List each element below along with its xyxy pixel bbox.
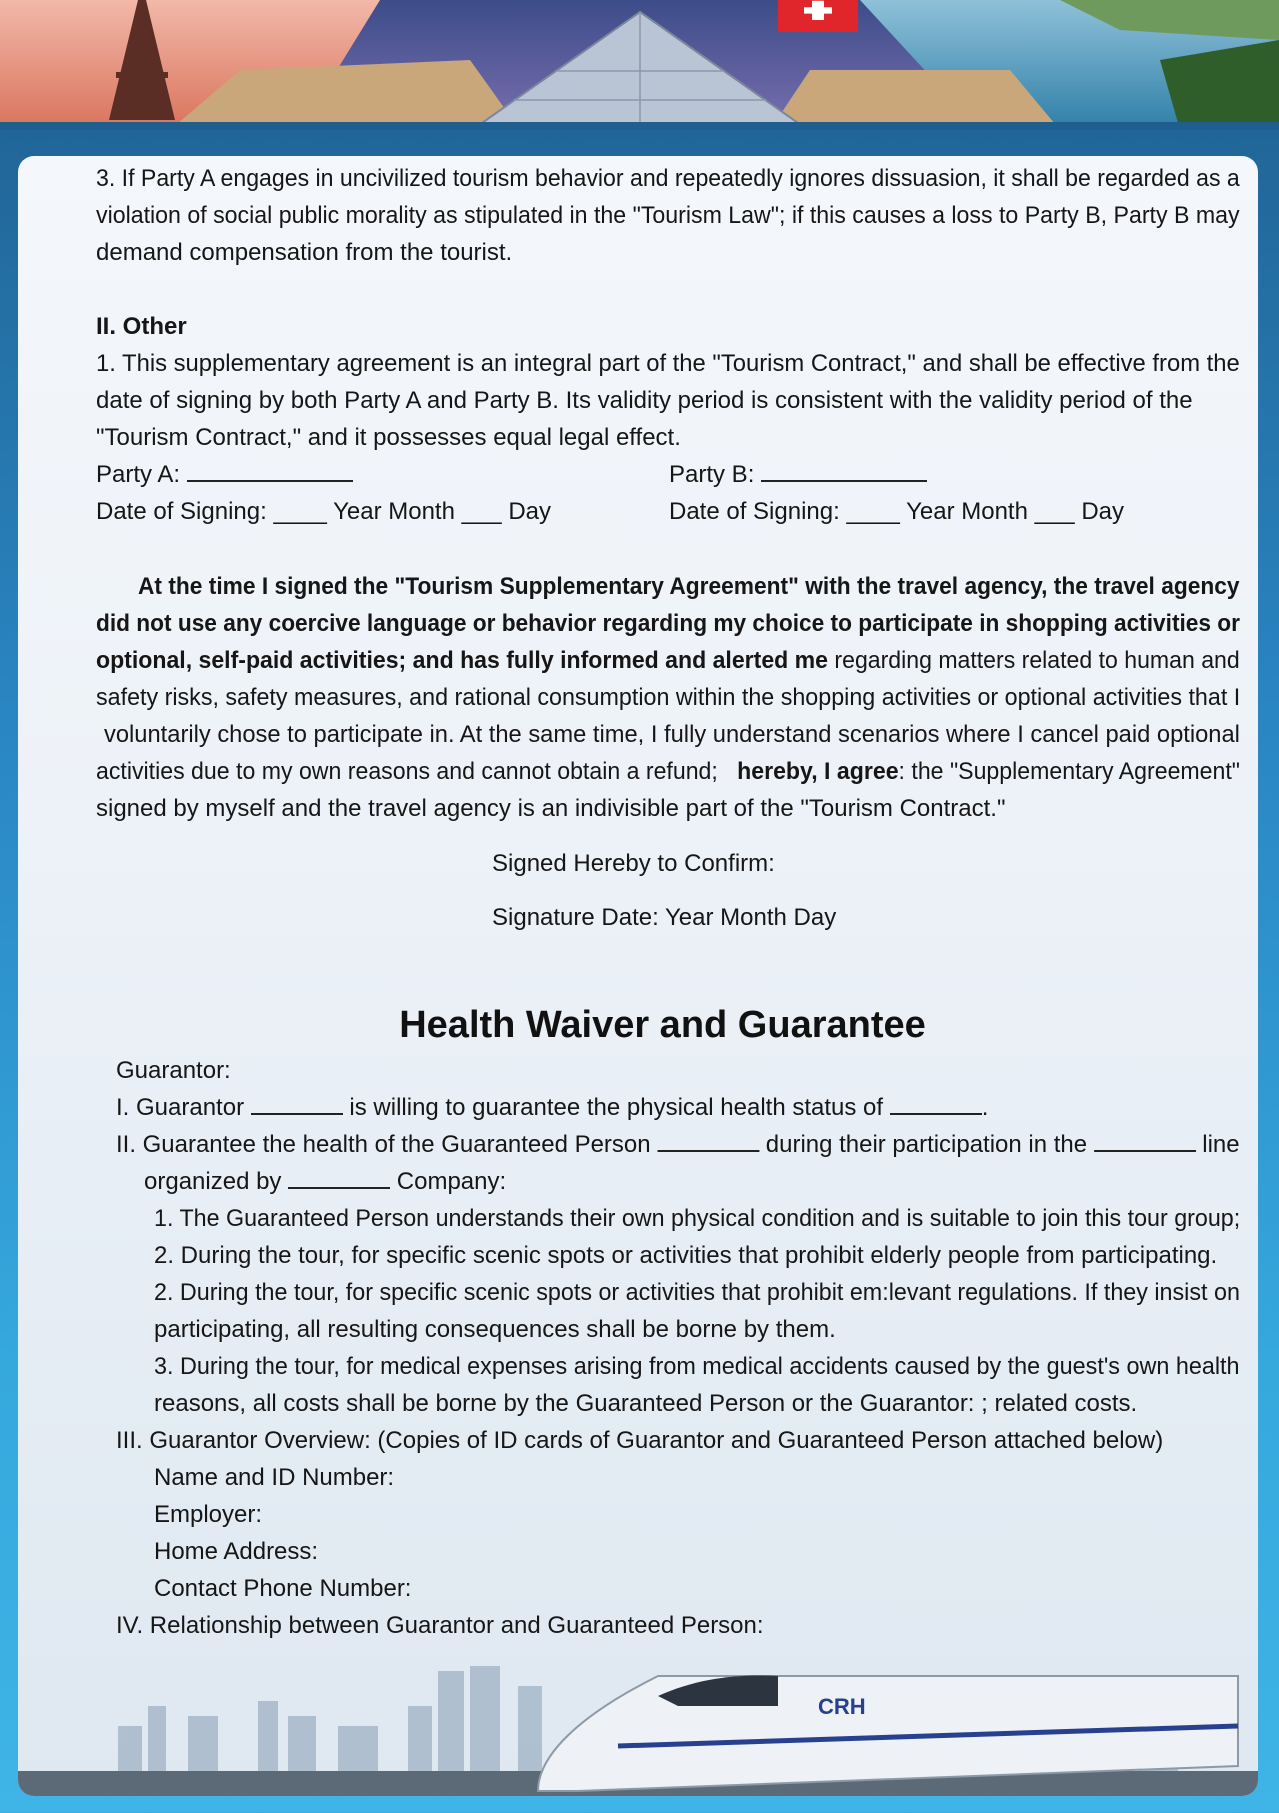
other-clause-1-line-2: date of signing by both Party A and Party B. Its validity period is consistent with the validity period of the [96, 387, 1193, 414]
signature-date: Signature Date: Year Month Day [492, 904, 837, 931]
train-badge: CRH [818, 1694, 866, 1719]
guaranteed-person-blank[interactable] [890, 1091, 982, 1115]
signed-confirm: Signed Hereby to Confirm: [492, 850, 775, 877]
waiver-sub-2: 2. During the tour, for specific scenic spots or activities that prohibit elderly people from participating. [154, 1242, 1218, 1269]
waiver-sub-4-line-1: 3. During the tour, for medical expenses arising from medical accidents caused by the guest's own health [154, 1353, 1240, 1380]
guaranteed-person-name-blank[interactable] [657, 1128, 759, 1152]
waiver-item-1-a: I. Guarantor [116, 1094, 245, 1121]
declaration-line-6-bold: hereby, I agree [737, 758, 899, 785]
party-a-label: Party A: [96, 461, 181, 488]
party-b-blank[interactable] [761, 458, 927, 482]
waiver-sub-3-line-1: 2. During the tour, for specific scenic spots or activities that prohibit em:levant regulations. If they insist on [154, 1279, 1240, 1306]
declaration-line-3-rest: regarding matters related to human and [828, 647, 1240, 674]
field-contact-phone: Contact Phone Number: [154, 1575, 412, 1602]
party-b-date: Date of Signing: ____ Year Month ___ Day [669, 498, 1124, 525]
travel-banner [0, 0, 1279, 130]
waiver-item-3: III. Guarantor Overview: (Copies of ID cards of Guarantor and Guaranteed Person attached below) [116, 1427, 1164, 1454]
party-b-label: Party B: [669, 461, 755, 488]
waiver-sub-1: 1. The Guaranteed Person understands their own physical condition and is suitable to join this tour group; [154, 1205, 1241, 1232]
guarantor-label: Guarantor: [116, 1057, 231, 1084]
declaration-line-7: signed by myself and the travel agency is an indivisible part of the "Tourism Contract." [96, 795, 1006, 822]
waiver-item-2-cont [144, 1163, 506, 1200]
waiver-item-2 [116, 1126, 1240, 1163]
waiver-item-4: IV. Relationship between Guarantor and Guaranteed Person: [116, 1612, 764, 1639]
declaration-line-6-b: : the "Supplementary Agreement" [898, 758, 1241, 785]
waiver-sub-3-line-2: participating, all resulting consequences shall be borne by them. [154, 1316, 836, 1343]
party-a-signature [96, 456, 353, 493]
clause-3-line-2: violation of social public morality as stipulated in the "Tourism Law"; if this causes a loss to Party B, Party B may [96, 202, 1240, 229]
waiver-sub-4-line-2: reasons, all costs shall be borne by the Guaranteed Person or the Guarantor: ; related costs. [154, 1390, 1138, 1417]
section-heading-other: II. Other [96, 313, 187, 340]
declaration-line-1: At the time I signed the "Tourism Supplementary Agreement" with the travel agency, the travel agency [138, 573, 1240, 600]
field-employer: Employer: [154, 1501, 263, 1528]
guarantor-name-blank[interactable] [251, 1091, 343, 1115]
other-clause-1-line-3: "Tourism Contract," and it possesses equal legal effect. [96, 424, 681, 451]
party-a-blank[interactable] [187, 458, 353, 482]
field-home-address: Home Address: [154, 1538, 319, 1565]
declaration-line-2: did not use any coercive language or behavior regarding my choice to participate in shopping activities or [96, 610, 1240, 637]
party-b-signature [669, 456, 927, 493]
declaration-line-6 [96, 753, 1240, 790]
company-blank[interactable] [288, 1165, 390, 1189]
waiver-item-2-b: during their participation in the [765, 1131, 1088, 1158]
other-clause-1-line-1: 1. This supplementary agreement is an integral part of the "Tourism Contract," and shall be effective from the [96, 350, 1240, 377]
party-a-date: Date of Signing: ____ Year Month ___ Day [96, 498, 551, 525]
clause-3-line-1: 3. If Party A engages in uncivilized tourism behavior and repeatedly ignores dissuasion, it shall be regarded as a [96, 165, 1240, 192]
tour-line-blank[interactable] [1094, 1128, 1196, 1152]
declaration-line-5: voluntarily chose to participate in. At the same time, I fully understand scenarios where I cancel paid optional [104, 721, 1240, 748]
declaration-line-3-bold: optional, self-paid activities; and has fully informed and alerted me [96, 647, 829, 674]
field-name-id: Name and ID Number: [154, 1464, 395, 1491]
waiver-item-2-a: II. Guarantee the health of the Guaranteed Person [116, 1131, 651, 1158]
waiver-item-2-c: line [1202, 1131, 1240, 1158]
declaration-line-4: safety risks, safety measures, and rational consumption within the shopping activities or optional activities that I [96, 684, 1241, 711]
waiver-item-1-b: is willing to guarantee the physical health status of [349, 1094, 884, 1121]
waiver-title: Health Waiver and Guarantee [399, 1004, 926, 1046]
waiver-item-1 [116, 1089, 988, 1126]
declaration-line-6-a: activities due to my own reasons and cannot obtain a refund; [96, 758, 718, 785]
waiver-item-1-c: . [981, 1094, 989, 1121]
declaration-line-3 [96, 642, 1240, 679]
waiver-item-2-d: organized by [144, 1168, 282, 1195]
clause-3-line-3: demand compensation from the tourist. [96, 239, 513, 266]
waiver-item-2-e: Company: [396, 1168, 507, 1195]
